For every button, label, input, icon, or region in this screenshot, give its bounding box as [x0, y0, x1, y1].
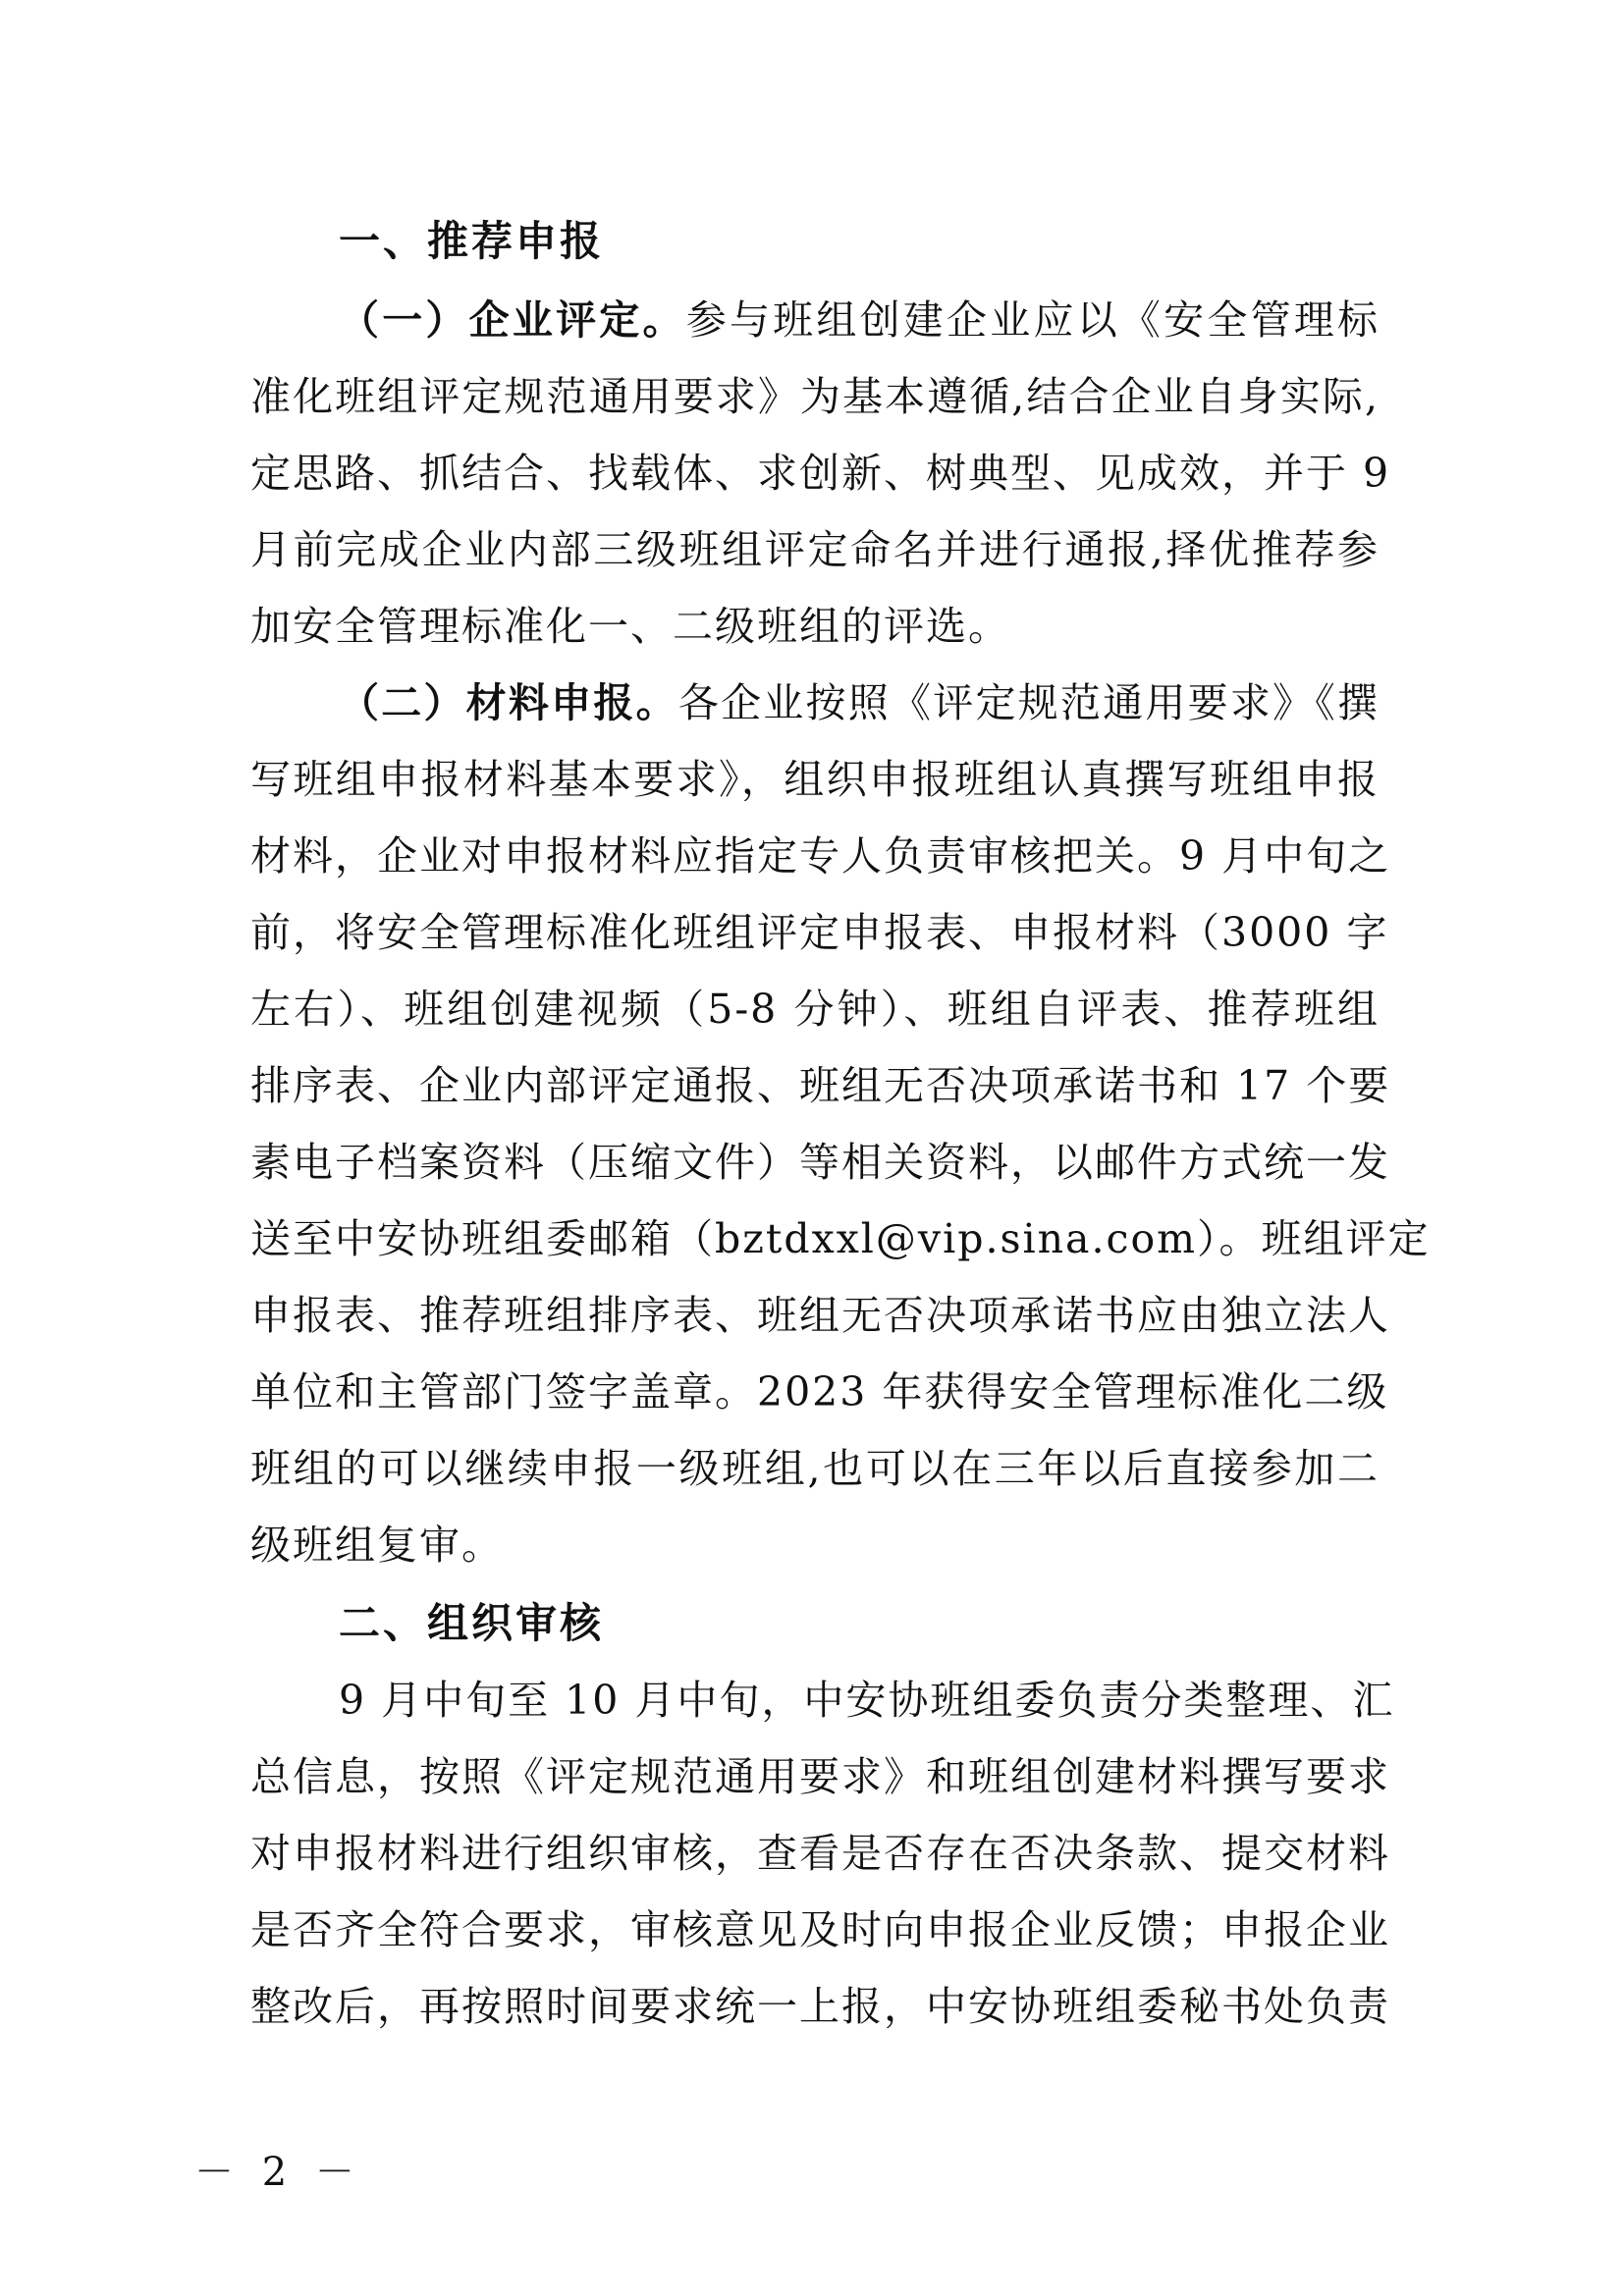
subsection-title-enterprise-evaluation: （一）企业评定。: [339, 296, 686, 344]
paragraph-line: 左右）、班组创建视频（5-8 分钟）、班组自评表、推荐班组: [250, 986, 1380, 1033]
paragraph-line: 整改后，再按照时间要求统一上报，中安协班组委秘书处负责: [250, 1983, 1390, 2030]
paragraph-line: 准化班组评定规范通用要求》为基本遵循,结合企业自身实际,: [250, 373, 1380, 420]
paragraph-line: 送至中安协班组委邮箱（bztdxxl@vip.sina.com）。班组评定: [250, 1215, 1431, 1262]
page-number: － 2 －: [194, 2150, 362, 2195]
subsection-title-material-submission: （二）材料申报。: [339, 679, 678, 726]
paragraph-line: 9 月中旬至 10 月中旬，中安协班组委负责分类整理、汇: [339, 1677, 1395, 1724]
paragraph-line: 前，将安全管理标准化班组评定申报表、申报材料（3000 字: [250, 909, 1389, 956]
paragraph-line: 写班组申报材料基本要求》，组织申报班组认真撰写班组申报: [250, 756, 1380, 803]
paragraph-line: 定思路、抓结合、找载体、求创新、树典型、见成效，并于 9: [250, 450, 1391, 497]
paragraph-line: 对申报材料进行组织审核，查看是否存在否决条款、提交材料: [250, 1830, 1390, 1877]
paragraph-line: 单位和主管部门签字盖章。2023 年获得安全管理标准化二级: [250, 1368, 1389, 1415]
paragraph-line: 班组的可以继续申报一级班组,也可以在三年以后直接参加二: [250, 1445, 1380, 1492]
section-heading-review: 二、组织审核: [339, 1599, 605, 1647]
paragraph-line: 加安全管理标准化一、二级班组的评选。: [250, 603, 1010, 650]
paragraph-line: 排序表、企业内部评定通报、班组无否决项承诺书和 17 个要: [250, 1062, 1391, 1109]
paragraph-line: 素电子档案资料（压缩文件）等相关资料，以邮件方式统一发: [250, 1139, 1390, 1186]
paragraph-line: 总信息，按照《评定规范通用要求》和班组创建材料撰写要求: [250, 1753, 1390, 1800]
section-heading-recommend: 一、推荐申报: [339, 217, 605, 265]
paragraph-line: 申报表、推荐班组排序表、班组无否决项承诺书应由独立法人: [250, 1292, 1390, 1339]
paragraph-line: [339, 293, 1380, 347]
paragraph-line: 级班组复审。: [250, 1522, 504, 1569]
paragraph-line: [339, 675, 1380, 730]
paragraph-text: 各企业按照《评定规范通用要求》《撰: [677, 679, 1380, 726]
paragraph-line: 月前完成企业内部三级班组评定命名并进行通报,择优推荐参: [250, 526, 1380, 573]
paragraph-line: 材料，企业对申报材料应指定专人负责审核把关。9 月中旬之: [250, 832, 1391, 880]
paragraph-line: 是否齐全符合要求，审核意见及时向申报企业反馈；申报企业: [250, 1906, 1390, 1953]
paragraph-text: 参与班组创建企业应以《安全管理标: [685, 296, 1380, 344]
